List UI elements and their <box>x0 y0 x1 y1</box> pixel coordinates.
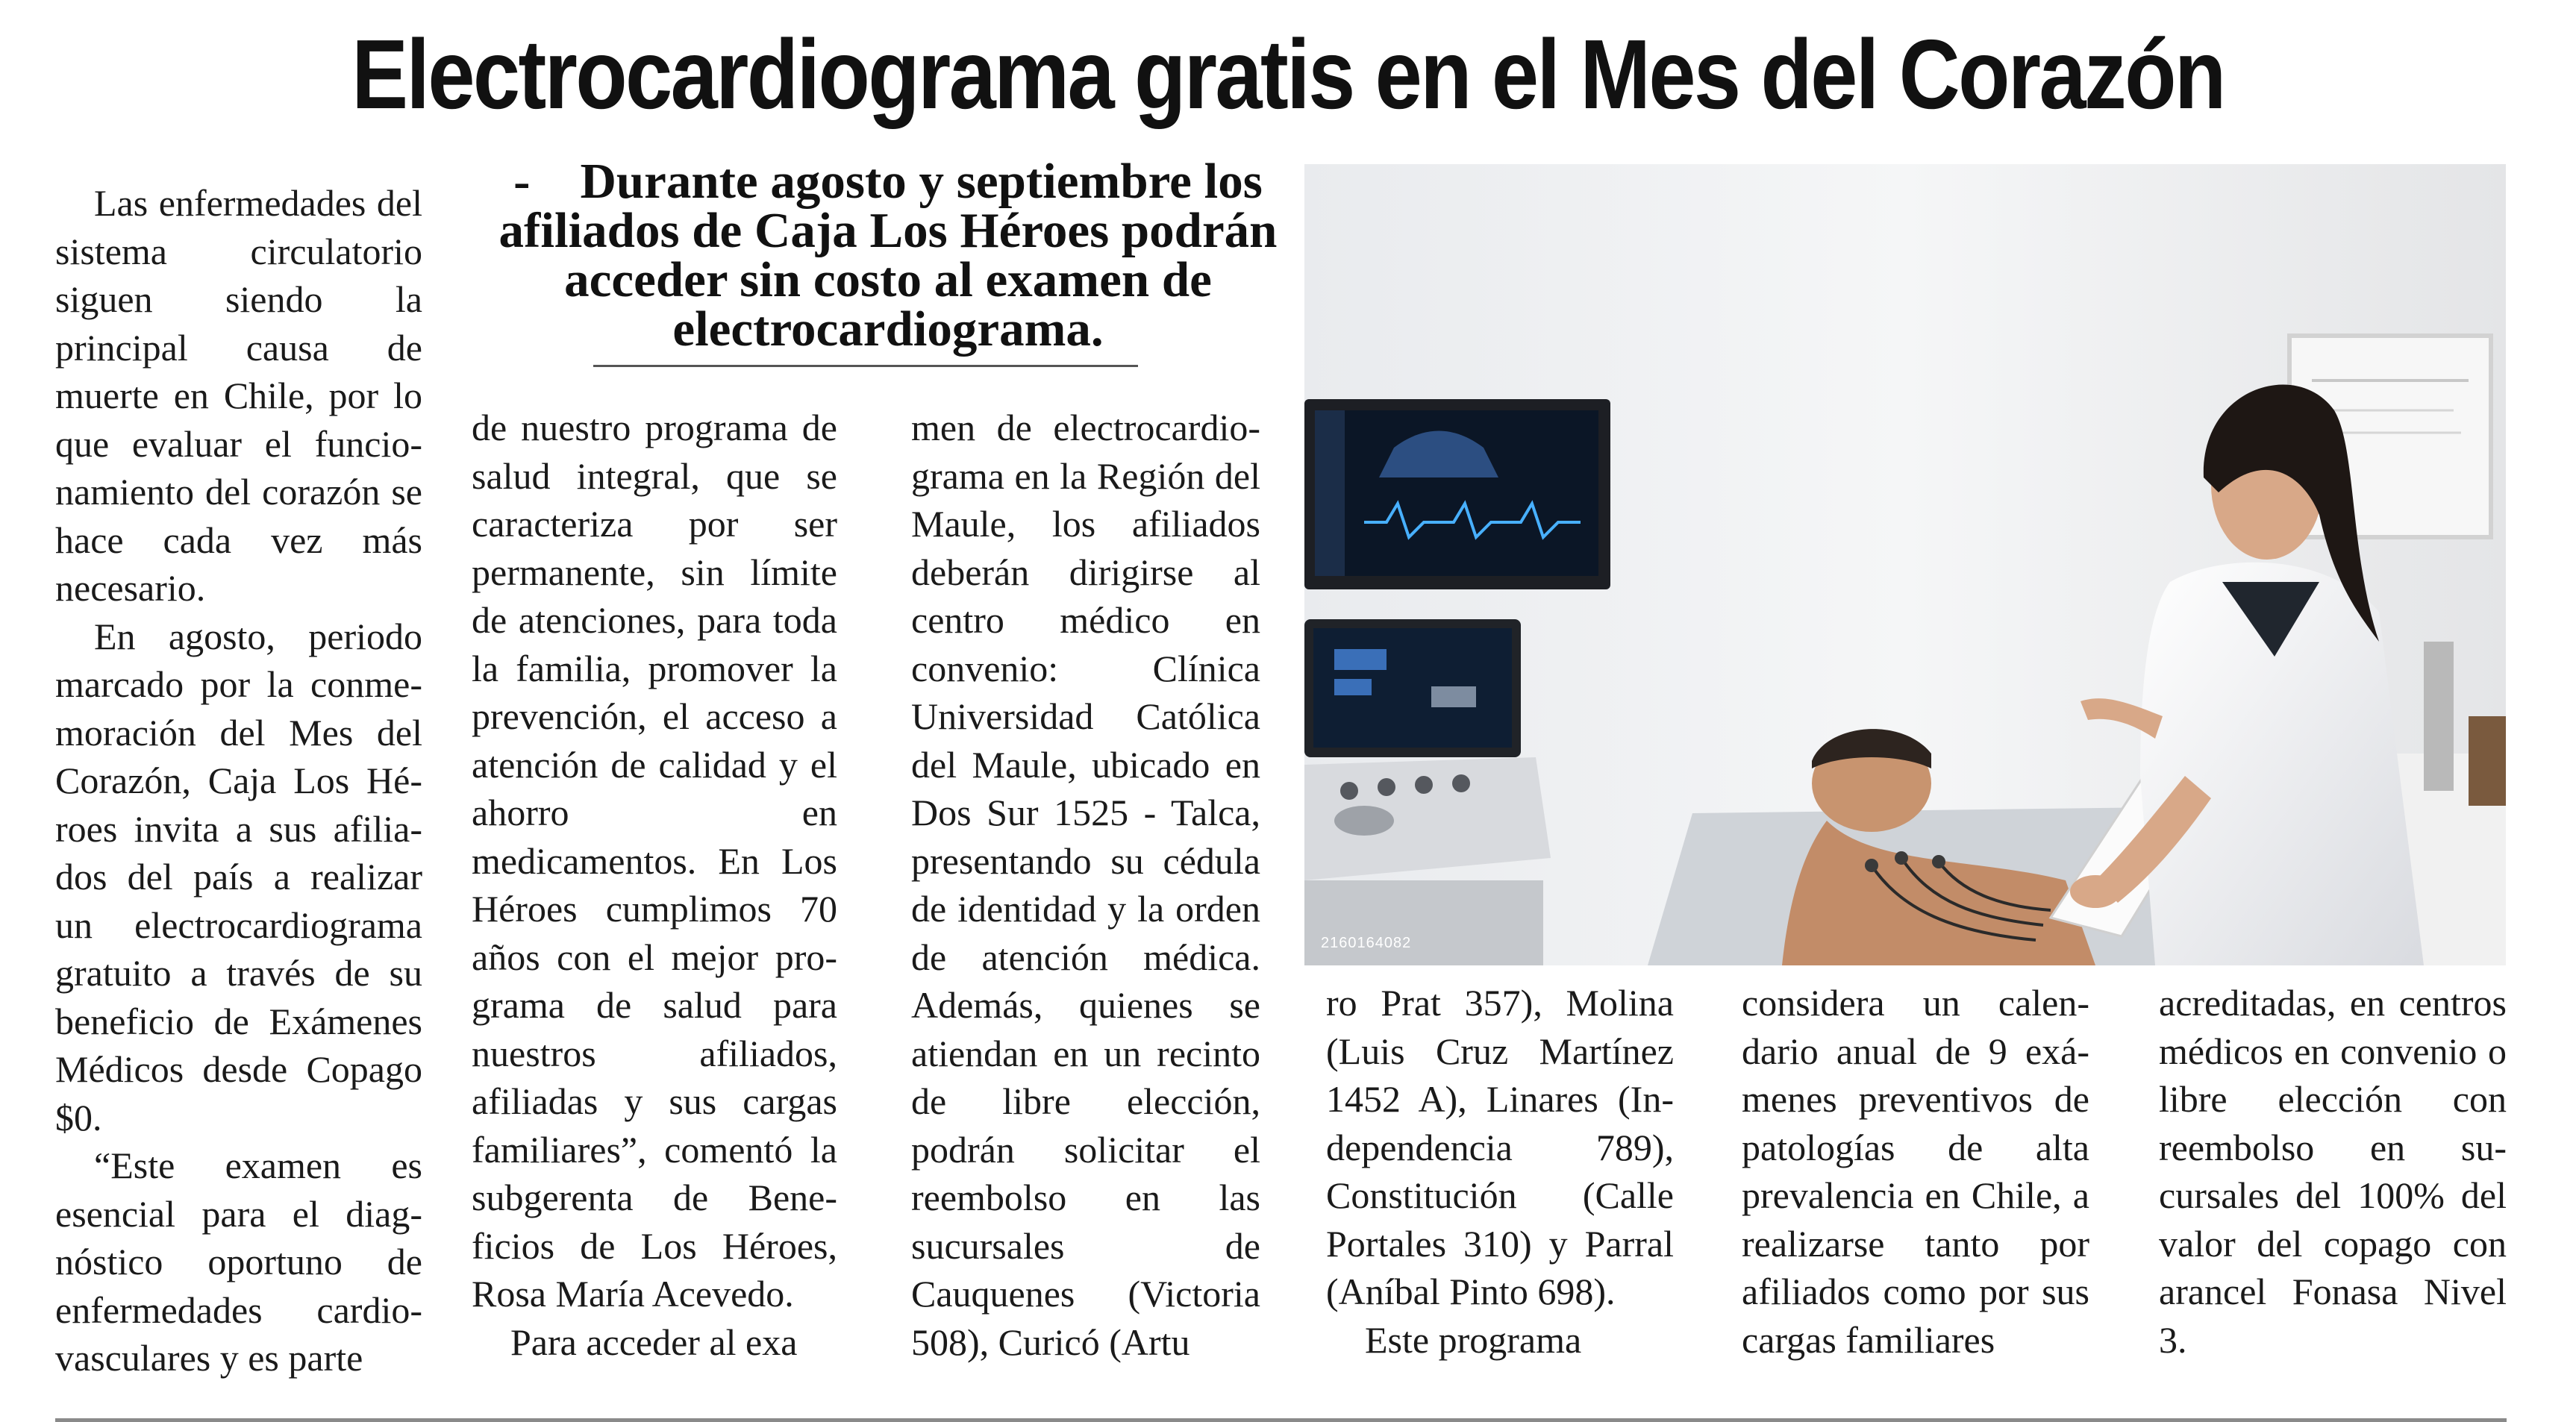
article-subheadline: - Durante agosto y septiembre los afiliados de Caja Los Héroes podrán acceder sin costo al examen de electrocardiograma. <box>498 154 1278 357</box>
subheadline-divider <box>593 365 1138 367</box>
text-column-3 <box>911 404 1260 1366</box>
paragraph: men de electrocardiograma en la Región del Maule, los afiliados deberán dirigirse al centro médico en convenio: Clínica Universidad Católica del Maule, ubicado en Dos Sur 1525 - Talca, presentando su cédula de identidad y la orden de atención médica. Además, quienes se atiendan en un recinto de libre elección, podrán solicitar el reembolso en las sucursales de Cauquenes (Victoria 508), Curicó (Artu <box>911 407 1260 1363</box>
paragraph: En agosto, periodo marcado por la conmemoración del Mes del Corazón, Caja Los Héroes invita a sus afiliados del país a realizar un electrocardiograma gratuito a través de su beneficio de Exámenes Médicos desde Copago $0. <box>55 615 422 1138</box>
ecg-exam-illustration <box>1304 164 2506 965</box>
article-photo <box>1304 164 2506 965</box>
text-column-4 <box>1326 979 1674 1364</box>
text-column-2 <box>472 404 837 1366</box>
paragraph: Las enfermedades del sistema circulatorio siguen siendo la principal causa de muerte en Chile, por lo que evaluar el funcionamiento del corazón se hace cada vez más necesario. <box>55 182 422 609</box>
bottom-divider <box>55 1418 2507 1422</box>
text-column-5 <box>1742 979 2089 1364</box>
paragraph: de nuestro programa de salud integral, que se caracteriza por ser permanente, sin límite de atenciones, para toda la familia, promover la prevención, el acceso a atención de calidad y el ahorro en medicamentos. En Los Héroes cumplimos 70 años con el mejor programa de salud para nuestros afiliados, afiliadas y sus cargas familiares”, comentó la subgerenta de Beneficios de Los Héroes, Rosa María Acevedo. <box>472 407 837 1315</box>
article-headline: Electrocardiograma gratis en el Mes del Corazón <box>351 19 2225 129</box>
paragraph: Este programa <box>1365 1318 1582 1361</box>
paragraph: “Este examen es esencial para el diagnóstico oportuno de enfermedades cardiovasculares y es parte <box>55 1144 422 1379</box>
paragraph: acreditadas, en centros médicos en convenio o libre elección con reembolso en sucursales del 100% del valor del copago con arancel Fonasa Nivel 3. <box>2159 982 2507 1361</box>
text-column-6 <box>2159 979 2507 1364</box>
paragraph: considera un calendario anual de 9 exámenes preventivos de patologías de alta prevalencia en Chile, a realizarse tanto por afiliados como por sus cargas familiares <box>1742 982 2089 1361</box>
photo-caption: 2160164082 <box>1321 935 1412 951</box>
paragraph: ro Prat 357), Molina (Luis Cruz Martínez 1452 A), Linares (Independencia 789), Constitución (Calle Portales 310) y Parral (Aníbal Pinto 698). <box>1326 982 1674 1312</box>
text-column-1 <box>55 179 422 1382</box>
paragraph: Para acceder al exa <box>510 1321 798 1363</box>
